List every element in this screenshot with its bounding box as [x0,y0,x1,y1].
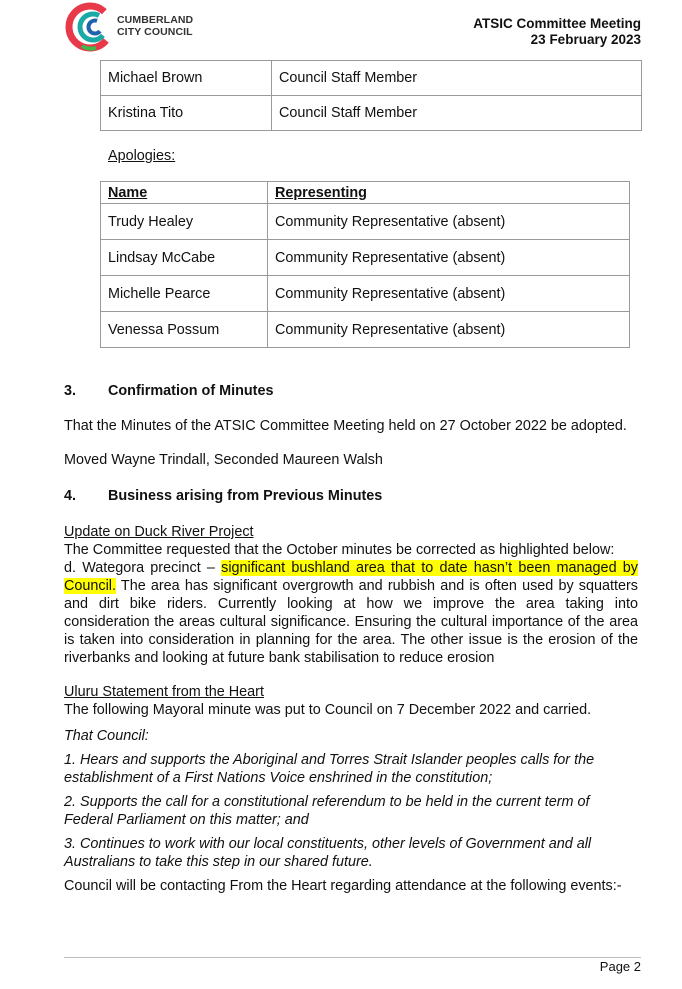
highlighted-text: significant bushland area that to date hasn’t been managed by Council. [64,560,638,594]
duck-river-item [64,559,638,667]
item-prefix: d. Wategora precinct – [64,560,222,576]
council-logo [64,2,116,52]
apologies-table [100,181,630,348]
apologies-heading: Apologies: [108,148,176,164]
uluru-intro: The following Mayoral minute was put to Council on 7 December 2022 and carried. [64,702,592,718]
attendees-table [100,60,642,131]
page-number: Page 2 [599,959,641,974]
section-4-title: Business arising from Previous Minutes [108,488,383,504]
attendee-role: Council Staff Member [272,96,642,131]
org-name-line1: CUMBERLAND [117,14,194,26]
uluru-heading: Uluru Statement from the Heart [64,684,264,700]
apology-name: Venessa Possum [101,312,268,348]
table-row [101,61,642,96]
section-3-number: 3. [64,383,77,399]
attendee-role: Council Staff Member [272,61,642,96]
table-row [101,204,630,240]
section-3-title: Confirmation of Minutes [108,383,274,399]
uluru-point-2: 2. Supports the call for a constitutional referendum to be held in the current term of Federal Parliament on this matter; and [64,794,590,828]
apology-name: Trudy Healey [101,204,268,240]
table-header-row [101,182,630,204]
apology-role: Community Representative (absent) [268,312,630,348]
col-header-name: Name [101,182,268,204]
section-3-moved: Moved Wayne Trindall, Seconded Maureen Walsh [64,452,383,468]
col-header-representing: Representing [268,182,630,204]
duck-river-intro: The Committee requested that the October minutes be corrected as highlighted below: [64,542,615,558]
apology-role: Community Representative (absent) [268,240,630,276]
table-row [101,96,642,131]
table-row [101,240,630,276]
section-4-number: 4. [64,488,77,504]
apology-name: Michelle Pearce [101,276,268,312]
meeting-date: 23 February 2023 [530,32,641,47]
section-3-body: That the Minutes of the ATSIC Committee Meeting held on 27 October 2022 be adopted. [64,418,627,434]
table-row [101,312,630,348]
attendee-name: Kristina Tito [101,96,272,131]
table-row [101,276,630,312]
uluru-point-3: 3. Continues to work with our local constituents, other levels of Government and all Australians to take this step in our shared future. [64,836,592,870]
attendee-name: Michael Brown [101,61,272,96]
apology-role: Community Representative (absent) [268,276,630,312]
apology-name: Lindsay McCabe [101,240,268,276]
footer-divider [64,957,641,958]
uluru-point-1: 1. Hears and supports the Aboriginal and Torres Strait Islander peoples calls for the establishment of a First Nations Voice enshrined in the constitution; [64,752,595,786]
item-rest: The area has significant overgrowth and rubbish and is often used by squatters and dirt bike riders. Currently looking at how we improve the area taking into consideration the areas cultural significance. Ensuring the cultural importance of the area is taken into consideration in planning for the area. The other issue is the erosion of the riverbanks and looking at future bank stabilisation to reduce erosion [64,578,638,666]
meeting-title: ATSIC Committee Meeting [473,16,641,31]
org-name-line2: CITY COUNCIL [117,26,193,38]
apology-role: Community Representative (absent) [268,204,630,240]
that-council: That Council: [64,728,149,744]
duck-river-heading: Update on Duck River Project [64,524,254,540]
uluru-closing: Council will be contacting From the Heart regarding attendance at the following events:- [64,878,622,894]
